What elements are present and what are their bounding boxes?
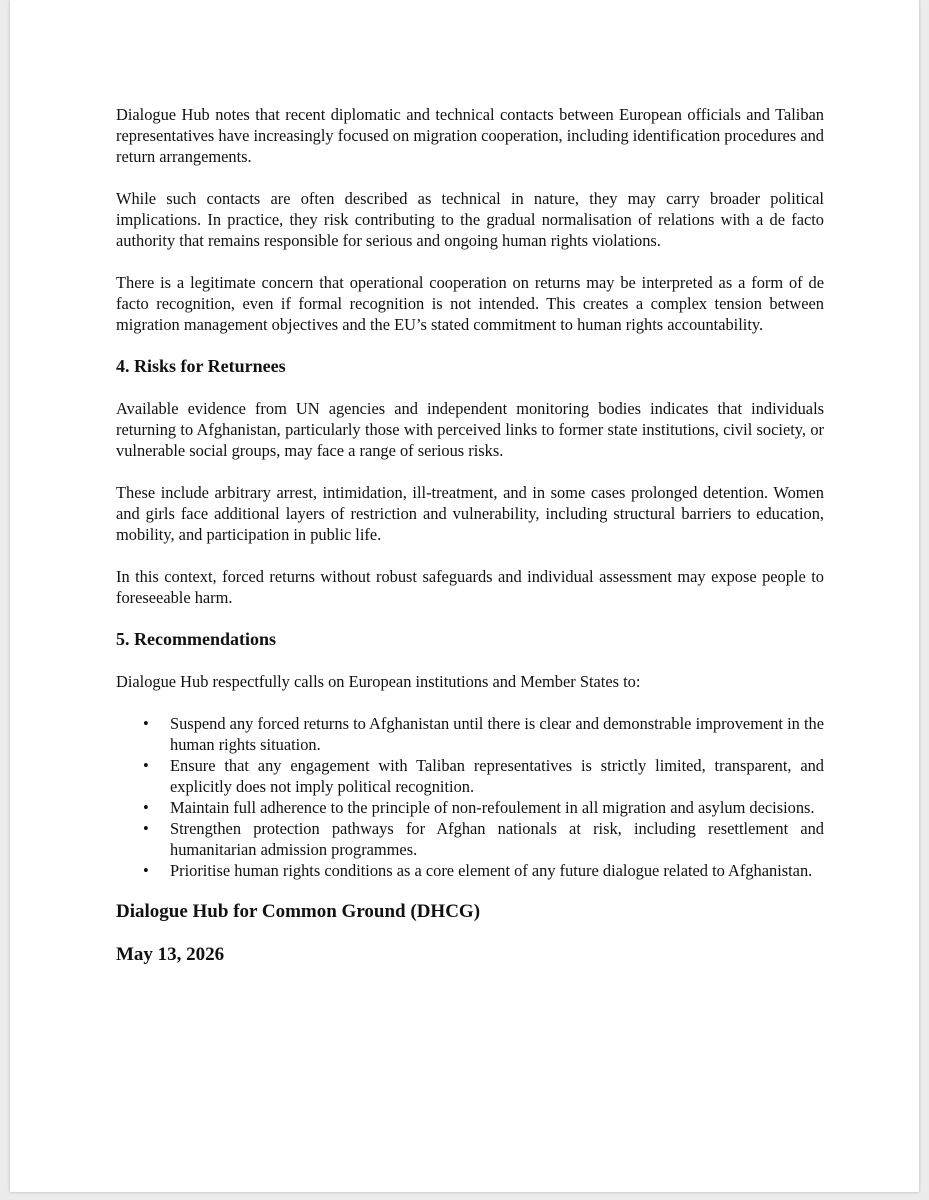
intro-paragraph: There is a legitimate concern that operational cooperation on returns may be interpreted as a form of de facto recognition, even if formal recognition is not intended. This creates a complex tension between migration management objectives and the EU’s stated commitment to human rights accountability. <box>116 273 824 334</box>
list-item <box>143 713 824 755</box>
document-page <box>10 0 919 1192</box>
list-item <box>143 797 824 818</box>
recommendations-intro: Dialogue Hub respectfully calls on European institutions and Member States to: <box>116 672 641 691</box>
list-item-text: Prioritise human rights conditions as a core element of any future dialogue related to Afghanistan. <box>170 861 813 880</box>
bullet-icon: • <box>143 714 149 733</box>
list-item <box>143 860 824 881</box>
bullet-icon: • <box>143 819 149 838</box>
bullet-icon: • <box>143 756 149 775</box>
intro-paragraph: While such contacts are often described as technical in nature, they may carry broader political implications. In practice, they risk contributing to the gradual normalisation of relations with a de facto authority that remains responsible for serious and ongoing human rights violations. <box>116 189 824 250</box>
section-heading-recommendations: 5. Recommendations <box>116 629 276 649</box>
recommendations-list <box>116 713 824 881</box>
list-item <box>143 755 824 797</box>
section-heading-risks: 4. Risks for Returnees <box>116 356 286 376</box>
document-body <box>116 104 824 987</box>
bullet-icon: • <box>143 798 149 817</box>
risks-paragraph: These include arbitrary arrest, intimidation, ill-treatment, and in some cases prolonged detention. Women and girls face additional layers of restriction and vulnerability, including structural barriers to education, mobility, and participation in public life. <box>116 483 824 544</box>
signature-organization: Dialogue Hub for Common Ground (DHCG) <box>116 901 481 922</box>
list-item-text: Ensure that any engagement with Taliban representatives is strictly limited, transparent, and explicitly does not imply political recognition. <box>170 756 824 796</box>
list-item-text: Suspend any forced returns to Afghanistan until there is clear and demonstrable improvement in the human rights situation. <box>170 714 824 754</box>
intro-paragraph: Dialogue Hub notes that recent diplomatic and technical contacts between European officials and Taliban representatives have increasingly focused on migration cooperation, including identification procedures and return arrangements. <box>116 105 824 166</box>
signature-date: May 13, 2026 <box>116 944 225 965</box>
list-item-text: Maintain full adherence to the principle of non-refoulement in all migration and asylum decisions. <box>170 798 815 817</box>
list-item <box>143 818 824 860</box>
list-item-text: Strengthen protection pathways for Afghan nationals at risk, including resettlement and humanitarian admission programmes. <box>170 819 824 859</box>
bullet-icon: • <box>143 861 149 880</box>
risks-paragraph: In this context, forced returns without robust safeguards and individual assessment may expose people to foreseeable harm. <box>116 567 824 607</box>
risks-paragraph: Available evidence from UN agencies and independent monitoring bodies indicates that individuals returning to Afghanistan, particularly those with perceived links to former state institutions, civil society, or vulnerable social groups, may face a range of serious risks. <box>116 399 824 460</box>
